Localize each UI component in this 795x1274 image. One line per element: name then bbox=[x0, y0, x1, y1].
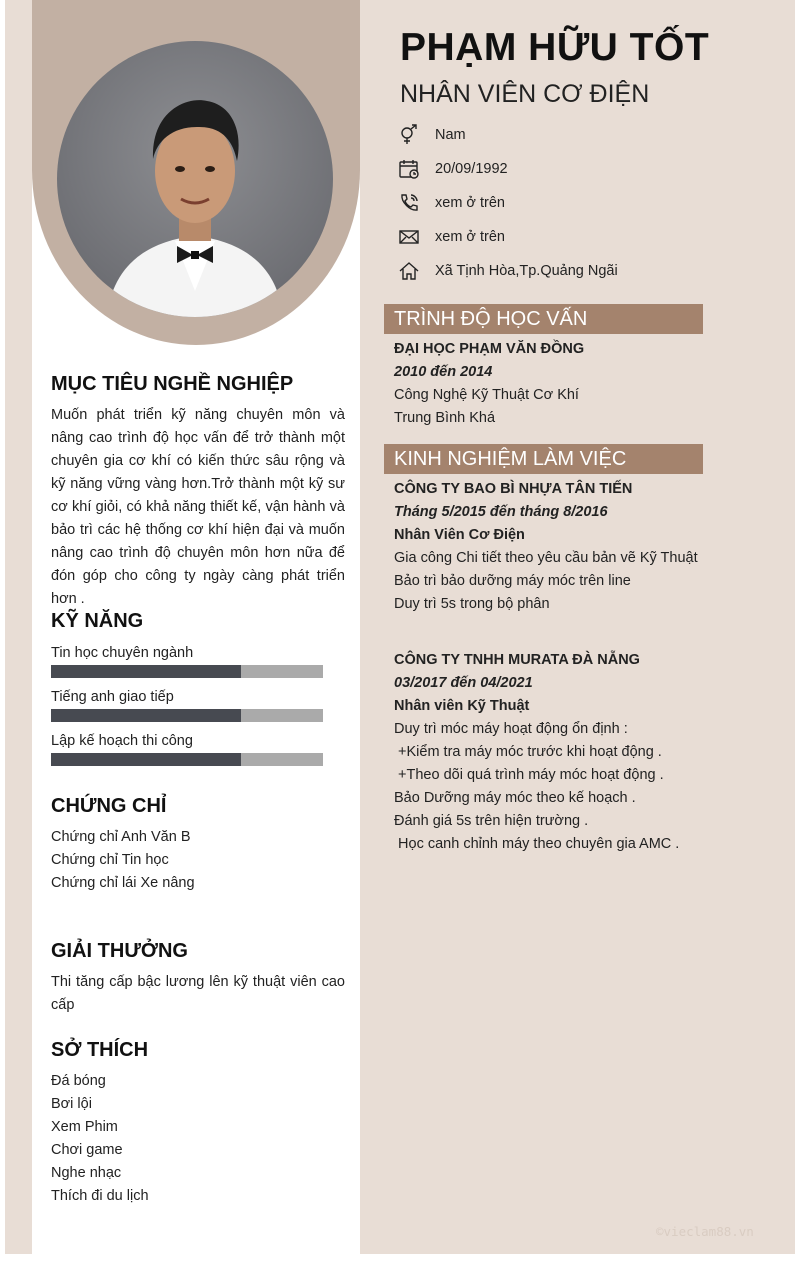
job-duty: +Kiểm tra máy móc trước khi hoạt động . bbox=[394, 744, 662, 760]
info-email bbox=[398, 225, 505, 249]
phone-text: xem ở trên bbox=[435, 195, 505, 211]
job-duty: Bảo Dưỡng máy móc theo kế hoạch . bbox=[394, 790, 636, 806]
job-duty: +Theo dõi quá trình máy móc hoạt động . bbox=[394, 767, 664, 783]
skill-label: Lập kế hoạch thi công bbox=[51, 733, 193, 749]
job-duty: Gia công Chi tiết theo yêu cầu bản vẽ Kỹ Thuật bbox=[394, 550, 698, 566]
education-period: 2010 đến 2014 bbox=[394, 364, 493, 380]
experience-title: KINH NGHIỆM LÀM VIỆC bbox=[384, 444, 703, 474]
list-item: Chơi game bbox=[51, 1142, 123, 1158]
job-position: Nhân viên Kỹ Thuật bbox=[394, 698, 530, 714]
job-duty: Duy trì móc máy hoạt động ổn định : bbox=[394, 721, 628, 737]
info-address bbox=[398, 259, 618, 283]
education-major: Công Nghệ Kỹ Thuật Cơ Khí bbox=[394, 387, 579, 403]
company-name: CÔNG TY TNHH MURATA ĐÀ NẴNG bbox=[394, 652, 640, 668]
company-name: CÔNG TY BAO BÌ NHỰA TÂN TIẾN bbox=[394, 481, 633, 497]
gender-icon bbox=[398, 124, 420, 146]
education-grade: Trung Bình Khá bbox=[394, 410, 496, 426]
skill-bar bbox=[51, 753, 323, 766]
list-item: Chứng chỉ Anh Văn B bbox=[51, 829, 191, 845]
job-duty: Duy trì 5s trong bộ phân bbox=[394, 596, 550, 612]
list-item: Bơi lội bbox=[51, 1096, 92, 1112]
skill-label: Tiếng anh giao tiếp bbox=[51, 689, 174, 705]
hobbies-list bbox=[51, 1070, 345, 1208]
list-item: Thích đi du lịch bbox=[51, 1188, 149, 1204]
awards-text: Thi tăng cấp bậc lương lên kỹ thuật viên cao cấp bbox=[51, 974, 345, 1013]
profile-photo bbox=[57, 41, 333, 317]
phone-icon bbox=[398, 192, 420, 214]
skill-bar-fill bbox=[51, 709, 241, 722]
objective-text: Muốn phát triển kỹ năng chuyên môn và nâng cao trình độ học vấn để trở thành một chuyên gia cơ khí có kiến thức sâu rộng và kỹ năng vững vàng hơn.Trở thành một kỹ sư cơ khí giỏi, có khả năng thiết kế, vận hành và bảo trì các hệ thống cơ khí hiện đại và muốn nâng cao trình độ chuyên môn hơn nữa để đón góp cho công ty ngày càng phát triển hơn . bbox=[51, 407, 345, 607]
education-block bbox=[394, 338, 694, 430]
list-item: Chứng chỉ Tin học bbox=[51, 852, 169, 868]
job-duty: Đánh giá 5s trên hiện trường . bbox=[394, 813, 589, 829]
job-block bbox=[394, 649, 694, 856]
awards-title: GIẢI THƯỞNG bbox=[51, 940, 188, 962]
job-duty: Bảo trì bảo dưỡng máy móc trên line bbox=[394, 573, 631, 589]
school-name: ĐẠI HỌC PHẠM VĂN ĐỒNG bbox=[394, 341, 585, 357]
job-block bbox=[394, 478, 698, 616]
list-item: Nghe nhạc bbox=[51, 1165, 122, 1181]
watermark: ©vieclam88.vn bbox=[656, 1224, 754, 1239]
gender-text: Nam bbox=[435, 127, 466, 143]
info-phone bbox=[398, 191, 505, 215]
info-gender bbox=[398, 123, 466, 147]
skill-bar bbox=[51, 709, 323, 722]
job-duty: Học canh chỉnh máy theo chuyên gia AMC . bbox=[394, 836, 680, 852]
person-portrait-icon bbox=[57, 41, 333, 317]
list-item: Xem Phim bbox=[51, 1119, 118, 1135]
info-birthdate bbox=[398, 157, 508, 181]
job-period: Tháng 5/2015 đến tháng 8/2016 bbox=[394, 504, 608, 520]
hobbies-title: SỞ THÍCH bbox=[51, 1039, 149, 1061]
address-text: Xã Tịnh Hòa,Tp.Quảng Ngãi bbox=[435, 263, 618, 279]
list-item: Chứng chỉ lái Xe nâng bbox=[51, 875, 195, 891]
objective-title: MỤC TIÊU NGHỀ NGHIỆP bbox=[51, 373, 294, 395]
certificates-list bbox=[51, 826, 345, 895]
skill-bar-fill bbox=[51, 753, 241, 766]
candidate-name: PHẠM HỮU TỐT bbox=[400, 26, 710, 69]
email-text: xem ở trên bbox=[435, 229, 505, 245]
skill-bar bbox=[51, 665, 323, 678]
job-period: 03/2017 đến 04/2021 bbox=[394, 675, 533, 691]
certificates-title: CHỨNG CHỈ bbox=[51, 795, 167, 817]
skills-title: KỸ NĂNG bbox=[51, 610, 144, 632]
education-title: TRÌNH ĐỘ HỌC VẤN bbox=[384, 304, 703, 334]
job-position: Nhân Viên Cơ Điện bbox=[394, 527, 525, 543]
home-icon bbox=[398, 260, 420, 282]
skill-label: Tin học chuyên ngành bbox=[51, 645, 194, 661]
birthdate-text: 20/09/1992 bbox=[435, 161, 508, 177]
skill-bar-fill bbox=[51, 665, 241, 678]
list-item: Đá bóng bbox=[51, 1073, 106, 1089]
calendar-icon bbox=[398, 158, 420, 180]
email-icon bbox=[398, 226, 420, 248]
job-title: NHÂN VIÊN CƠ ĐIỆN bbox=[400, 80, 650, 108]
